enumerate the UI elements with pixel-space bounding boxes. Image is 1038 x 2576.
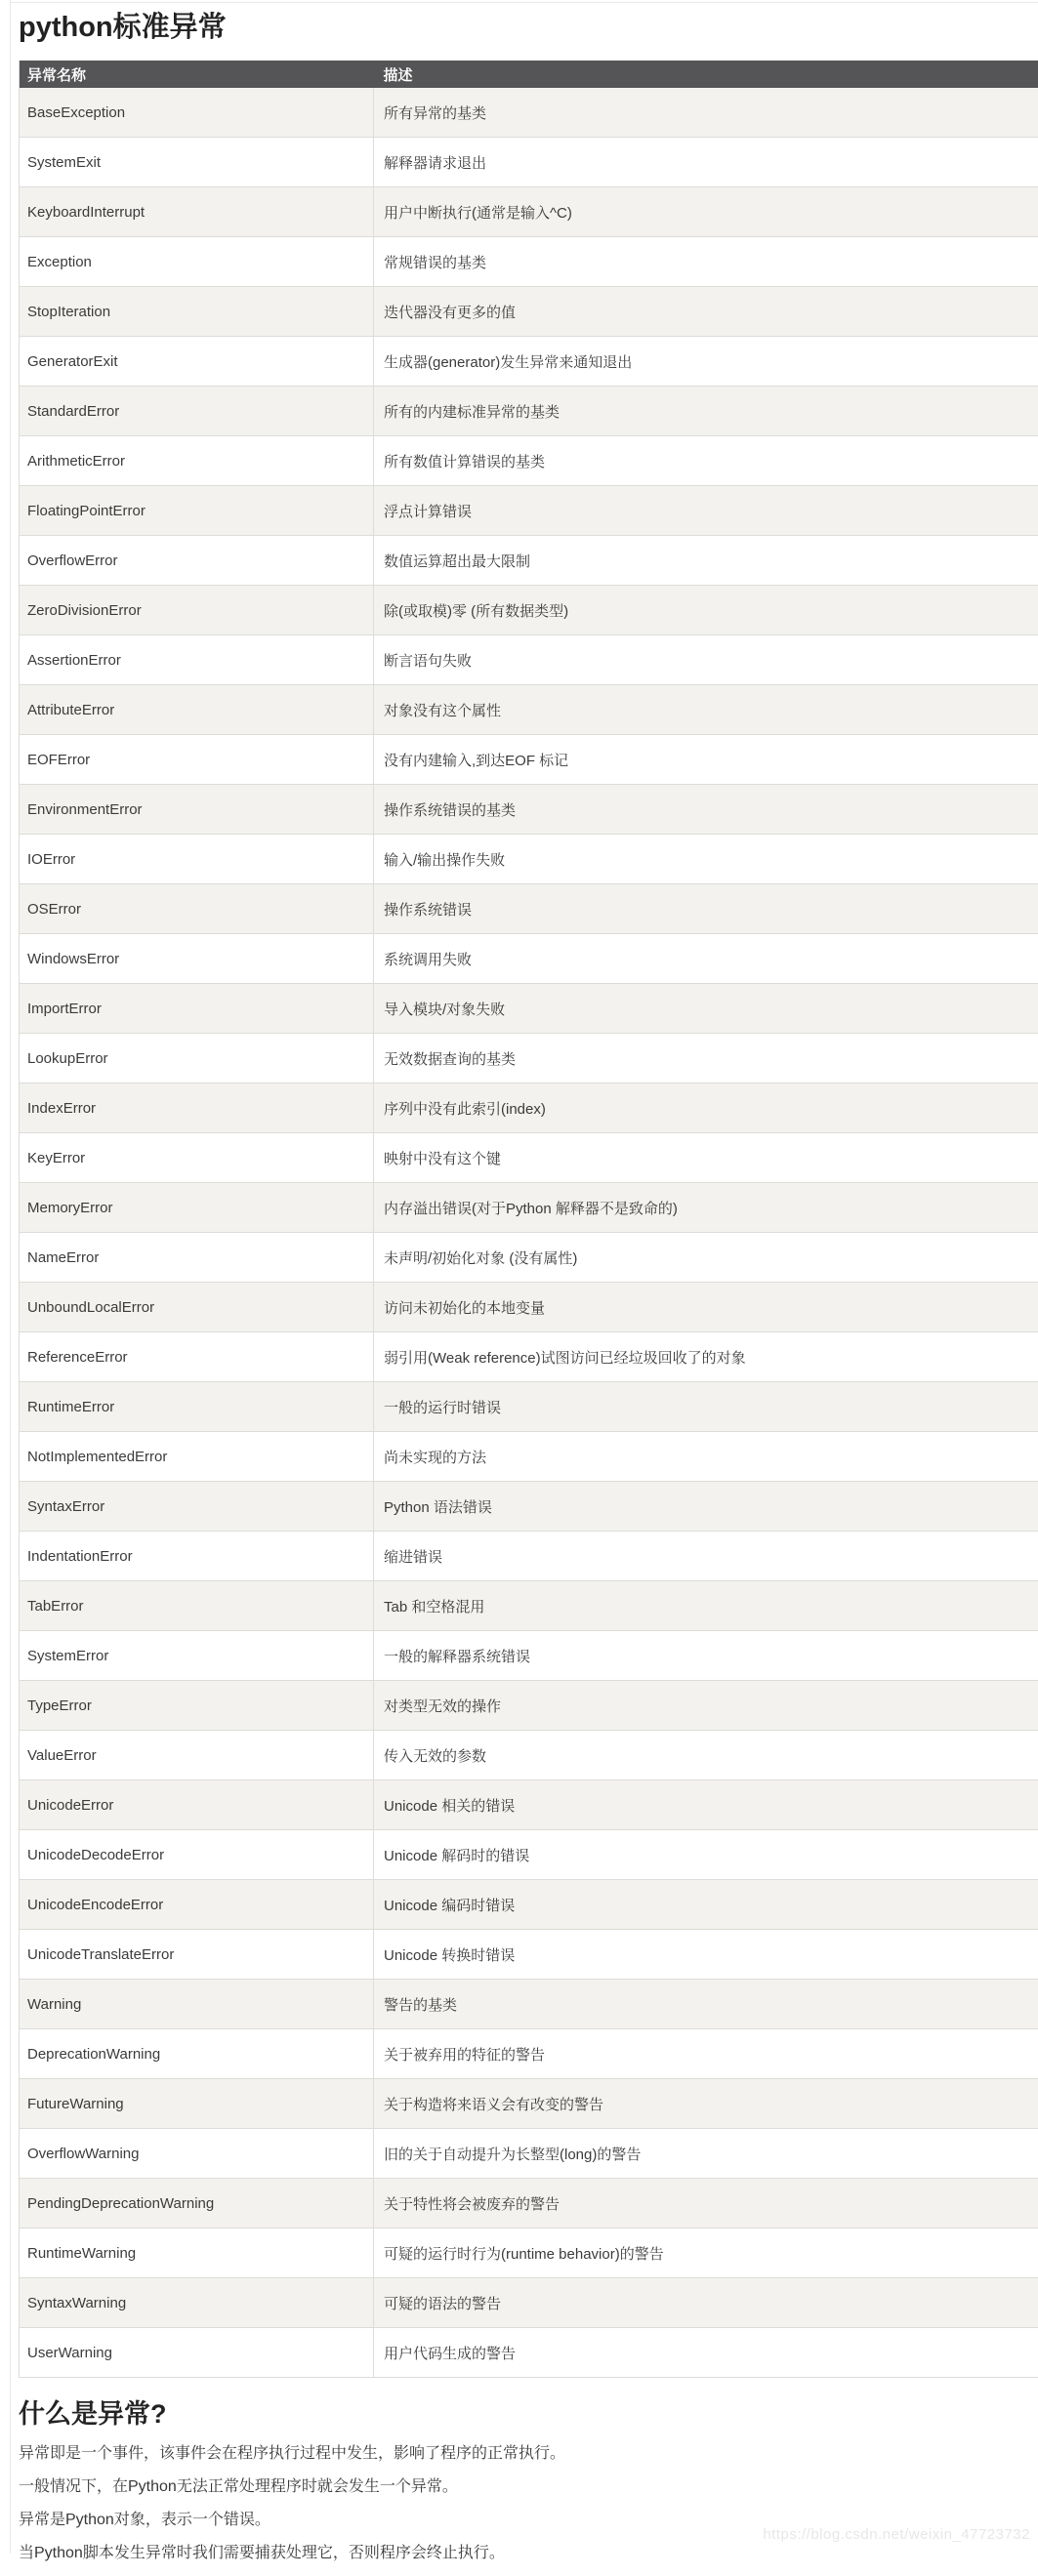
exception-name-cell: StandardError (20, 387, 374, 436)
exception-name-cell: OverflowError (20, 536, 374, 586)
exception-desc-cell: 弱引用(Weak reference)试图访问已经垃圾回收了的对象 (374, 1332, 1038, 1382)
exception-desc-cell: 访问未初始化的本地变量 (374, 1283, 1038, 1332)
exception-name-cell: AssertionError (20, 635, 374, 685)
exception-name-cell: SystemExit (20, 138, 374, 187)
paragraph: 异常即是一个事件，该事件会在程序执行过程中发生，影响了程序的正常执行。 (19, 2443, 1038, 2464)
table-row (20, 635, 1038, 685)
exception-name-cell: TypeError (20, 1681, 374, 1731)
exception-desc-cell: 传入无效的参数 (374, 1731, 1038, 1780)
exception-desc-cell: 对象没有这个属性 (374, 685, 1038, 735)
content-left-border-line (10, 0, 11, 2554)
table-row (20, 88, 1038, 138)
table-row (20, 1780, 1038, 1830)
exception-desc-cell: 导入模块/对象失败 (374, 984, 1038, 1034)
table-row (20, 1233, 1038, 1283)
exception-desc-cell: 用户中断执行(通常是输入^C) (374, 187, 1038, 237)
table-row (20, 2228, 1038, 2278)
table-row (20, 138, 1038, 187)
exception-name-cell: ImportError (20, 984, 374, 1034)
table-header-exception-name: 异常名称 (20, 61, 374, 88)
exception-desc-cell: 旧的关于自动提升为长整型(long)的警告 (374, 2129, 1038, 2179)
section-heading: 什么是异常? (19, 2397, 1038, 2431)
exception-desc-cell: 断言语句失败 (374, 635, 1038, 685)
table-row (20, 387, 1038, 436)
table-row (20, 1183, 1038, 1233)
table-row (20, 287, 1038, 337)
exception-desc-cell: Unicode 相关的错误 (374, 1780, 1038, 1830)
exception-desc-cell: 关于特性将会被废弃的警告 (374, 2179, 1038, 2228)
exception-desc-cell: 一般的运行时错误 (374, 1382, 1038, 1432)
table-row (20, 2079, 1038, 2129)
exception-desc-cell: 缩进错误 (374, 1532, 1038, 1581)
exception-name-cell: DeprecationWarning (20, 2029, 374, 2079)
exception-desc-cell: 所有数值计算错误的基类 (374, 436, 1038, 486)
table-row (20, 2179, 1038, 2228)
exception-desc-cell: 除(或取模)零 (所有数据类型) (374, 586, 1038, 635)
exception-name-cell: IndentationError (20, 1532, 374, 1581)
exception-desc-cell: 解释器请求退出 (374, 138, 1038, 187)
exception-name-cell: LookupError (20, 1034, 374, 1084)
exception-name-cell: Warning (20, 1980, 374, 2029)
exception-name-cell: WindowsError (20, 934, 374, 984)
exception-desc-cell: 关于被弃用的特征的警告 (374, 2029, 1038, 2079)
exception-name-cell: UnicodeEncodeError (20, 1880, 374, 1930)
exception-desc-cell: Tab 和空格混用 (374, 1581, 1038, 1631)
exception-name-cell: SyntaxError (20, 1482, 374, 1532)
exception-desc-cell: 无效数据查询的基类 (374, 1034, 1038, 1084)
exception-name-cell: RuntimeWarning (20, 2228, 374, 2278)
exception-name-cell: RuntimeError (20, 1382, 374, 1432)
paragraph: 当Python脚本发生异常时我们需要捕获处理它，否则程序会终止执行。 (19, 2543, 1038, 2563)
exception-desc-cell: 没有内建输入,到达EOF 标记 (374, 735, 1038, 785)
table-row (20, 187, 1038, 237)
exception-desc-cell: 一般的解释器系统错误 (374, 1631, 1038, 1681)
exception-name-cell: BaseException (20, 88, 374, 138)
table-row (20, 586, 1038, 635)
table-row (20, 1332, 1038, 1382)
paragraph: 异常是Python对象，表示一个错误。 (19, 2510, 1038, 2530)
exception-desc-cell: 对类型无效的操作 (374, 1681, 1038, 1731)
table-row (20, 1980, 1038, 2029)
table-row (20, 835, 1038, 884)
exception-name-cell: ArithmeticError (20, 436, 374, 486)
exception-desc-cell: 输入/输出操作失败 (374, 835, 1038, 884)
exception-name-cell: FutureWarning (20, 2079, 374, 2129)
table-row (20, 1880, 1038, 1930)
exception-name-cell: ZeroDivisionError (20, 586, 374, 635)
exception-desc-cell: 常规错误的基类 (374, 237, 1038, 287)
table-row (20, 785, 1038, 835)
table-row (20, 436, 1038, 486)
table-row (20, 1133, 1038, 1183)
exception-name-cell: NotImplementedError (20, 1432, 374, 1482)
exception-desc-cell: Unicode 解码时的错误 (374, 1830, 1038, 1880)
exceptions-table (19, 61, 1038, 2378)
article-body (19, 0, 1038, 2576)
exception-desc-cell: 生成器(generator)发生异常来通知退出 (374, 337, 1038, 387)
exception-name-cell: UnicodeTranslateError (20, 1930, 374, 1980)
table-row (20, 1432, 1038, 1482)
exception-desc-cell: 可疑的运行时行为(runtime behavior)的警告 (374, 2228, 1038, 2278)
exception-name-cell: NameError (20, 1233, 374, 1283)
table-row (20, 1681, 1038, 1731)
table-row (20, 1581, 1038, 1631)
exception-name-cell: ValueError (20, 1731, 374, 1780)
exception-name-cell: PendingDeprecationWarning (20, 2179, 374, 2228)
table-row (20, 1482, 1038, 1532)
exception-name-cell: KeyboardInterrupt (20, 187, 374, 237)
exception-name-cell: FloatingPointError (20, 486, 374, 536)
exception-name-cell: KeyError (20, 1133, 374, 1183)
table-row (20, 1930, 1038, 1980)
exception-name-cell: OverflowWarning (20, 2129, 374, 2179)
table-row (20, 1532, 1038, 1581)
exception-name-cell: UnicodeDecodeError (20, 1830, 374, 1880)
table-row (20, 337, 1038, 387)
exception-name-cell: EnvironmentError (20, 785, 374, 835)
exception-desc-cell: 操作系统错误 (374, 884, 1038, 934)
page-title: python标准异常 (19, 11, 1038, 44)
exception-desc-cell: 序列中没有此索引(index) (374, 1084, 1038, 1133)
exception-desc-cell: 所有异常的基类 (374, 88, 1038, 138)
table-row (20, 2029, 1038, 2079)
table-row (20, 1731, 1038, 1780)
exception-desc-cell: 迭代器没有更多的值 (374, 287, 1038, 337)
table-row (20, 1830, 1038, 1880)
exception-name-cell: StopIteration (20, 287, 374, 337)
exception-desc-cell: 所有的内建标准异常的基类 (374, 387, 1038, 436)
table-row (20, 984, 1038, 1034)
table-row (20, 1382, 1038, 1432)
exception-name-cell: UserWarning (20, 2328, 374, 2378)
table-row (20, 1631, 1038, 1681)
watermark: https://blog.csdn.net/weixin_47723732 (763, 2526, 1030, 2543)
exception-name-cell: MemoryError (20, 1183, 374, 1233)
table-row (20, 2129, 1038, 2179)
exception-name-cell: AttributeError (20, 685, 374, 735)
exception-name-cell: UnicodeError (20, 1780, 374, 1830)
exception-name-cell: Exception (20, 237, 374, 287)
paragraph: 一般情况下，在Python无法正常处理程序时就会发生一个异常。 (19, 2476, 1038, 2497)
exception-desc-cell: 操作系统错误的基类 (374, 785, 1038, 835)
exception-name-cell: EOFError (20, 735, 374, 785)
exception-name-cell: GeneratorExit (20, 337, 374, 387)
exception-desc-cell: 未声明/初始化对象 (没有属性) (374, 1233, 1038, 1283)
exception-desc-cell: Unicode 转换时错误 (374, 1930, 1038, 1980)
exception-name-cell: SystemError (20, 1631, 374, 1681)
exception-desc-cell: 内存溢出错误(对于Python 解释器不是致命的) (374, 1183, 1038, 1233)
exception-name-cell: TabError (20, 1581, 374, 1631)
exception-name-cell: OSError (20, 884, 374, 934)
exception-desc-cell: 用户代码生成的警告 (374, 2328, 1038, 2378)
table-row (20, 536, 1038, 586)
exception-name-cell: IndexError (20, 1084, 374, 1133)
exception-name-cell: ReferenceError (20, 1332, 374, 1382)
table-row (20, 884, 1038, 934)
table-row (20, 685, 1038, 735)
exception-desc-cell: 可疑的语法的警告 (374, 2278, 1038, 2328)
exception-desc-cell: Unicode 编码时错误 (374, 1880, 1038, 1930)
table-row (20, 1283, 1038, 1332)
table-row (20, 237, 1038, 287)
exception-desc-cell: 映射中没有这个键 (374, 1133, 1038, 1183)
exception-name-cell: SyntaxWarning (20, 2278, 374, 2328)
exception-desc-cell: 警告的基类 (374, 1980, 1038, 2029)
table-row (20, 1084, 1038, 1133)
table-body (20, 88, 1038, 2378)
table-row (20, 1034, 1038, 1084)
exception-desc-cell: 浮点计算错误 (374, 486, 1038, 536)
table-header-row (20, 61, 1038, 88)
exception-desc-cell: Python 语法错误 (374, 1482, 1038, 1532)
exception-desc-cell: 数值运算超出最大限制 (374, 536, 1038, 586)
table-row (20, 2278, 1038, 2328)
exception-name-cell: UnboundLocalError (20, 1283, 374, 1332)
table-header-description: 描述 (374, 61, 1038, 88)
table-row (20, 735, 1038, 785)
exception-name-cell: IOError (20, 835, 374, 884)
section-paragraphs (19, 2443, 1038, 2563)
table-row (20, 486, 1038, 536)
exception-desc-cell: 关于构造将来语义会有改变的警告 (374, 2079, 1038, 2129)
exception-desc-cell: 系统调用失败 (374, 934, 1038, 984)
exception-desc-cell: 尚未实现的方法 (374, 1432, 1038, 1482)
table-row (20, 2328, 1038, 2378)
table-row (20, 934, 1038, 984)
